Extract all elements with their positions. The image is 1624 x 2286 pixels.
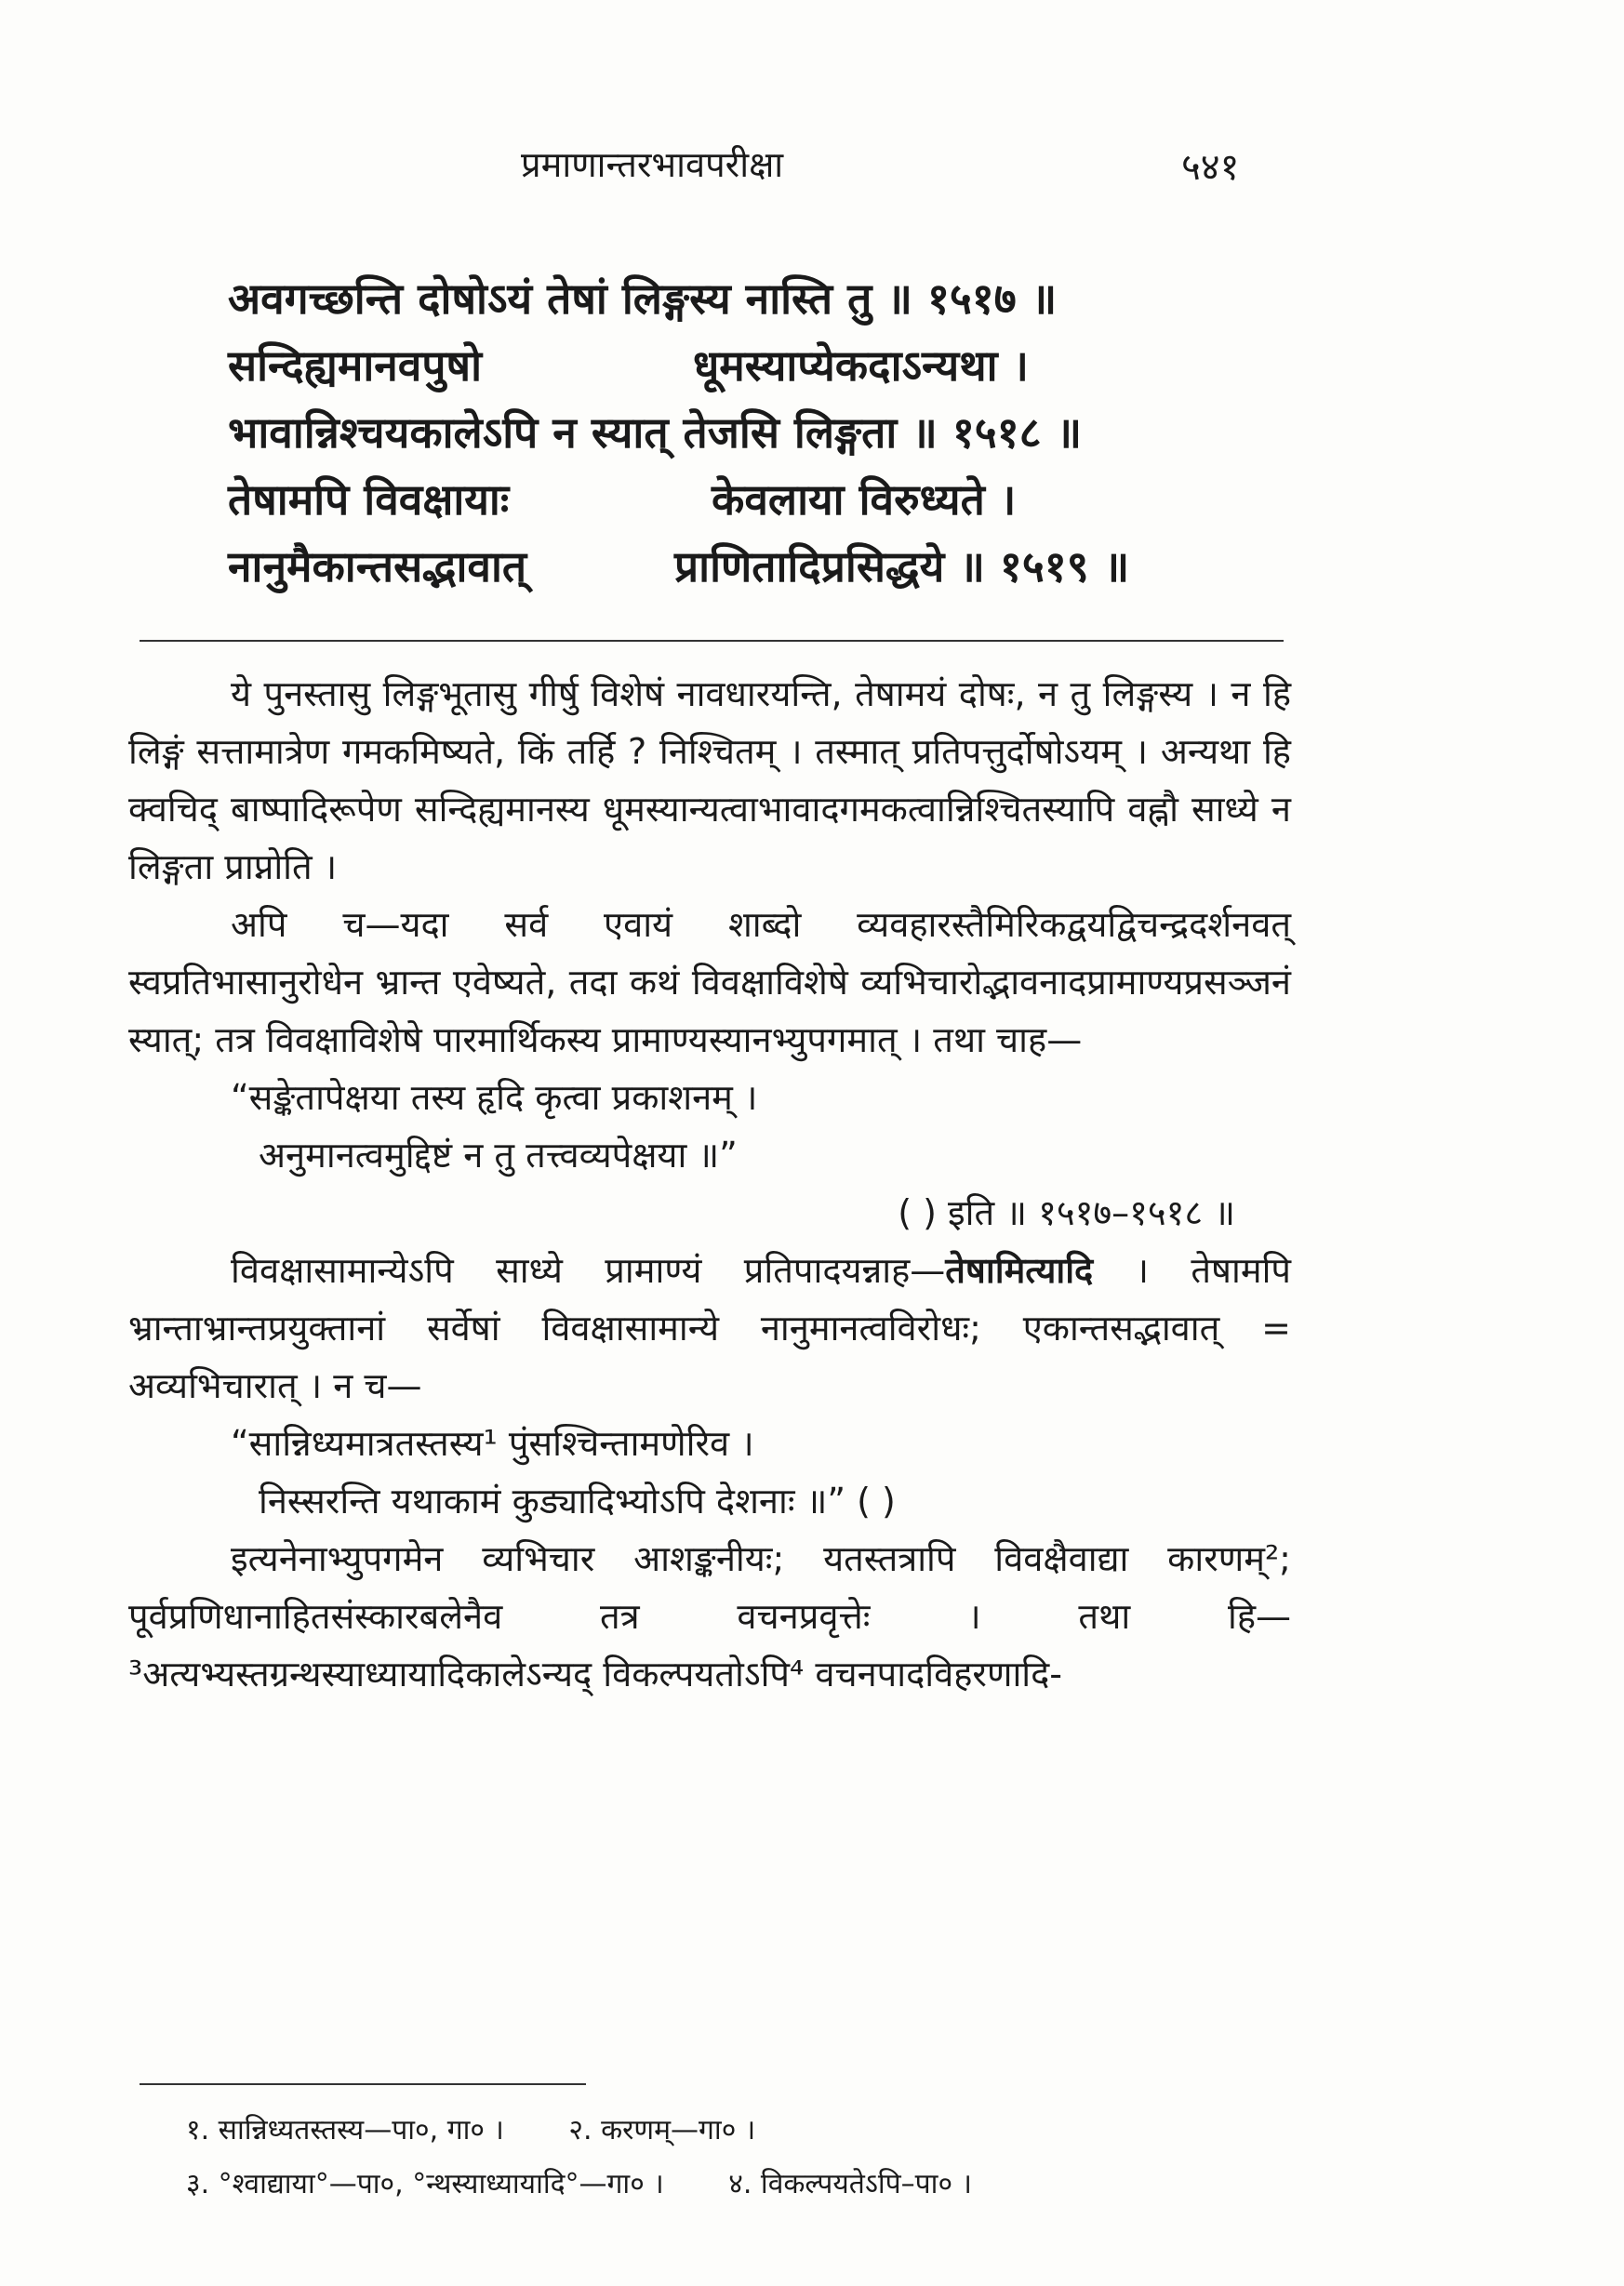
commentary <box>128 665 1291 1703</box>
verse-divider <box>140 640 1284 642</box>
quotation-line: अनुमानत्वमुद्दिष्टं न तु तत्त्वव्यपेक्षया ॥” <box>259 1135 738 1176</box>
commentary-paragraph: अपि च—यदा सर्व एवायं शाब्दो व्यवहारस्तैमिरिकद्वयद्विचन्द्रदर्शनवत् स्वप्रतिभासानुरोधेन भ्रान्त एवेष्यते, तदा कथं विवक्षाविशेषे व्यभिचारोद्भावनादप्रामाण्यप्रसञ्जनं स्यात्; तत्र विवक्षाविशेषे पारमार्थिकस्य प्रामाण्यस्यानभ्युपगमात् । तथा चाह— <box>128 904 1291 1060</box>
footnote-row <box>186 2104 1302 2158</box>
verse-text: अवगच्छन्ति दोषोऽयं तेषां लिङ्गस्य नास्ति तु ॥ १५१७ ॥ <box>228 273 1058 324</box>
quotation-line: “सङ्केतापेक्षया तस्य हृदि कृत्वा प्रकाशनम् । <box>231 1077 758 1118</box>
commentary-paragraph: ये पुनस्तासु लिङ्गभूतासु गीर्षु विशेषं नावधारयन्ति, तेषामयं दोषः, न तु लिङ्गस्य । न हि लिङ्गं सत्तामात्रेण गमकमिष्यते, किं तर्हि ? निश्चितम् । तस्मात् प्रतिपत्तुर्दोषोऽयम् । अन्यथा हि क्वचिद् बाष्पादिरूपेण सन्दिह्यमानस्य धूमस्यान्यत्वाभावादगमकत्वान्निश्चितस्यापि वह्नौ साध्ये न लिङ्गता प्राप्नोति । <box>128 673 1291 887</box>
verse-pada-a: सन्दिह्यमानवपुषो <box>228 340 483 391</box>
quotation-line: “सान्निध्यमात्रतस्तस्य¹ पुंसश्चिन्तामणेरिव । <box>231 1423 754 1464</box>
verse-pada-b: धूमस्याप्येकदाऽन्यथा । <box>693 340 1029 391</box>
footnotes <box>186 2104 1302 2212</box>
verse-line <box>228 265 1288 332</box>
running-title: प्रमाणान्तरभावपरीक्षा <box>521 144 784 185</box>
verse-text: भावान्निश्चयकालेऽपि न स्यात् तेजसि लिङ्गता ॥ १५१८ ॥ <box>228 407 1083 458</box>
commentary-paragraph: इत्यनेनाभ्युपगमेन व्यभिचार आशङ्कनीयः; यतस्तत्रापि विवक्षैवाद्या कारणम्²; पूर्वप्रणिधानाहितसंस्कारबलेनैव तत्र वचनप्रवृत्तेः । तथा हि— ³अत्यभ्यस्तग्रन्थस्याध्यायादिकालेऽन्यद् विकल्पयतोऽपि⁴ वचनपादविहरणादि- <box>128 1538 1291 1695</box>
paragraph-lead: विवक्षासामान्येऽपि साध्ये प्रामाण्यं प्रतिपादयन्नाह— <box>231 1250 946 1291</box>
verse-pada-a: तेषामपि विवक्षायाः <box>228 474 510 525</box>
footnote-row <box>186 2158 1302 2212</box>
footnote: २. करणम्—गा० । <box>568 2114 756 2146</box>
verse-line <box>228 533 1288 600</box>
footnote-divider <box>140 2083 586 2085</box>
page-header <box>0 140 1624 205</box>
verse-line <box>228 332 1288 399</box>
verse-line <box>228 466 1288 533</box>
pratika-keyword: तेषामित्यादि <box>945 1250 1094 1291</box>
footnote: ४. विकल्पयतेऽपि–पा० । <box>728 2168 972 2200</box>
verse-pada-b: प्राणितादिप्रसिद्धये ॥ १५१९ ॥ <box>674 541 1130 591</box>
verse-line <box>228 399 1288 466</box>
footnote: १. सान्निध्यतस्तस्य—पा०, गा० । <box>186 2114 504 2146</box>
verse-pada-a: नानुमैकान्तसद्भावात् <box>228 541 527 591</box>
paragraph-text: । तेषामपि भ्रान्ताभ्रान्तप्रयुक्तानां सर्वेषां विवक्षासामान्ये नानुमानत्वविरोधः; एकान्तसद्भावात् = अव्यभिचारात् । न च— <box>128 1250 1291 1406</box>
verse-pada-b: केवलाया विरुध्यते । <box>712 474 1017 525</box>
page-number: ५४१ <box>1181 146 1240 189</box>
footnote: ३. °श्वाद्याया°—पा०, °न्थस्याध्यायादि°—गा० । <box>186 2168 664 2200</box>
verse-block <box>228 265 1288 600</box>
verse-reference: ( ) इति ॥ १५१७–१५१८ ॥ <box>898 1192 1235 1233</box>
commentary-paragraph <box>128 1242 1291 1415</box>
quotation-line: निस्सरन्ति यथाकामं कुड्यादिभ्योऽपि देशनाः ॥” ( ) <box>259 1481 896 1522</box>
